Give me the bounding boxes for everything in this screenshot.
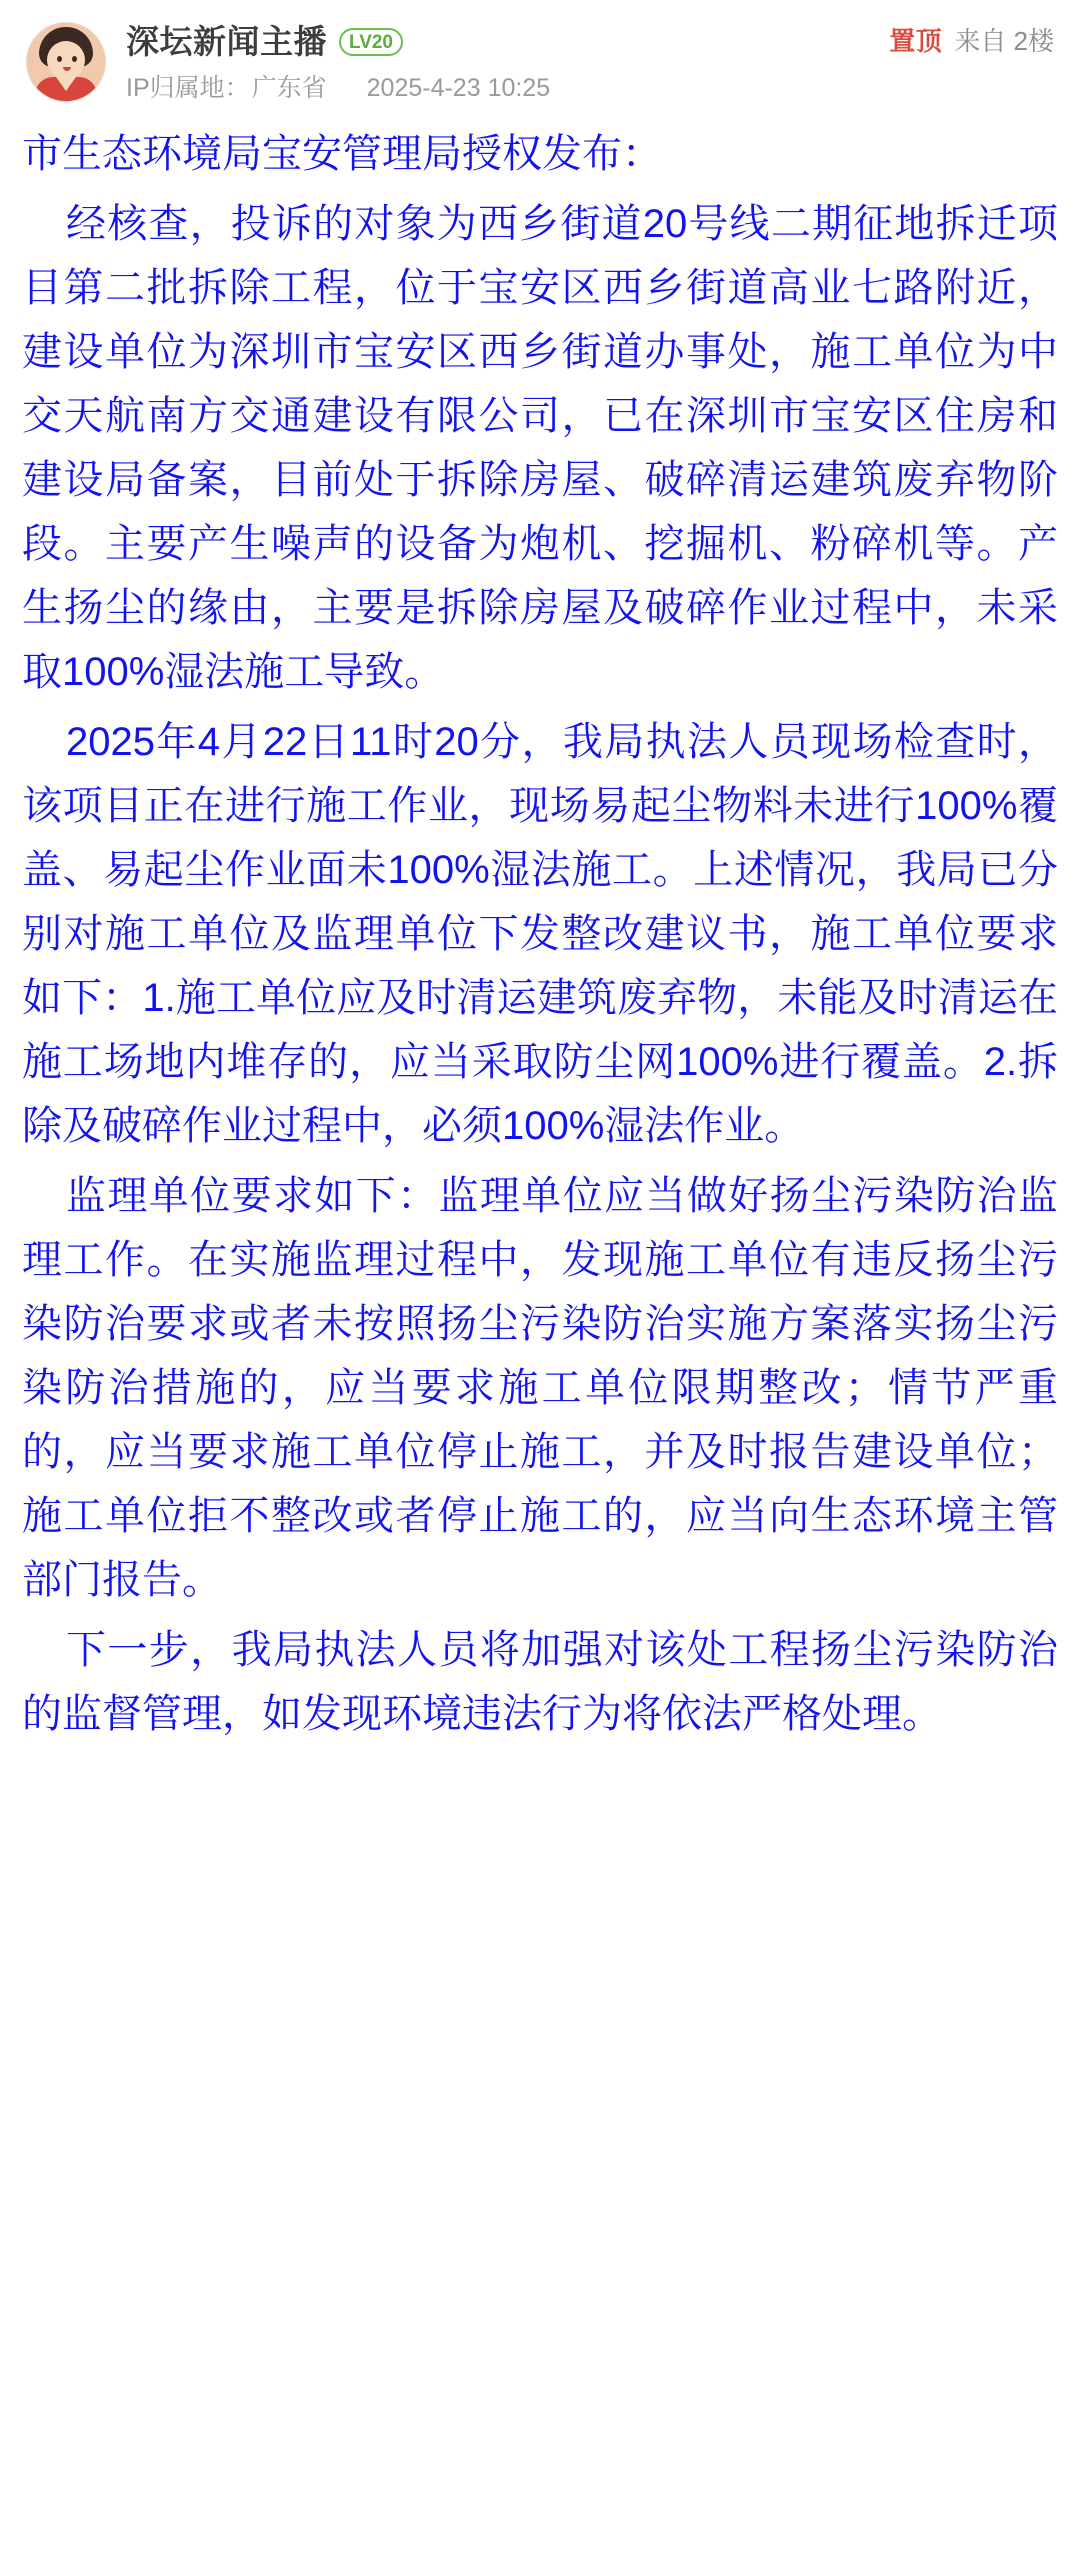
- content-paragraph: 经核查，投诉的对象为西乡街道20号线二期征地拆迁项目第二批拆除工程，位于宝安区西乡街道高业七路附近，建设单位为深圳市宝安区西乡街道办事处，施工单位为中交天航南方交通建设有限公司，已在深圳市宝安区住房和建设局备案，目前处于拆除房屋、破碎清运建筑废弃物阶段。主要产生噪声的设备为炮机、挖掘机、粉碎机等。产生扬尘的缘由，主要是拆除房屋及破碎作业过程中，未采取100%湿法施工导致。: [22, 202, 1058, 694]
- post-meta: [126, 72, 1054, 104]
- pinned-badge: 置顶: [889, 26, 943, 56]
- post-timestamp: 2025-4-23 10:25: [366, 74, 551, 102]
- content-paragraph: 下一步，我局执法人员将加强对该处工程扬尘污染防治的监督管理，如发现环境违法行为将依法严格处理。: [22, 1628, 1058, 1736]
- content-paragraph: 2025年4月22日11时20分，我局执法人员现场检查时，该项目正在进行施工作业，现场易起尘物料未进行100%覆盖、易起尘作业面未100%湿法施工。上述情况，我局已分别对施工单位及监理单位下发整改建议书，施工单位要求如下：1.施工单位应及时清运建筑废弃物，未能及时清运在施工场地内堆存的，应当采取防尘网100%进行覆盖。2.拆除及破碎作业过程中，必须100%湿法作业。: [22, 720, 1058, 1148]
- content-paragraph: 监理单位要求如下：监理单位应当做好扬尘污染防治监理工作。在实施监理过程中，发现施工单位有违反扬尘污染防治要求或者未按照扬尘污染防治实施方案落实扬尘污染防治措施的，应当要求施工单位限期整改；情节严重的，应当要求施工单位停止施工，并及时报告建设单位；施工单位拒不整改或者停止施工的，应当向生态环境主管部门报告。: [22, 1174, 1058, 1602]
- author-name[interactable]: 深坛新闻主播: [126, 23, 327, 60]
- avatar-eye-left-icon: [57, 56, 62, 62]
- post-tags: [889, 24, 1054, 58]
- ip-location-value: 广东省: [251, 74, 327, 102]
- post-header: [0, 0, 1080, 114]
- avatar-eye-right-icon: [72, 56, 77, 62]
- avatar-face-icon: [47, 41, 85, 79]
- content-title: 市生态环境局宝安管理局授权发布：: [22, 132, 662, 176]
- post-content: [0, 114, 1080, 1782]
- avatar[interactable]: [26, 22, 106, 102]
- ip-location-label: IP归属地：: [126, 74, 250, 102]
- source-floor-label[interactable]: 来自 2楼: [954, 26, 1054, 56]
- level-badge: LV20: [339, 28, 403, 56]
